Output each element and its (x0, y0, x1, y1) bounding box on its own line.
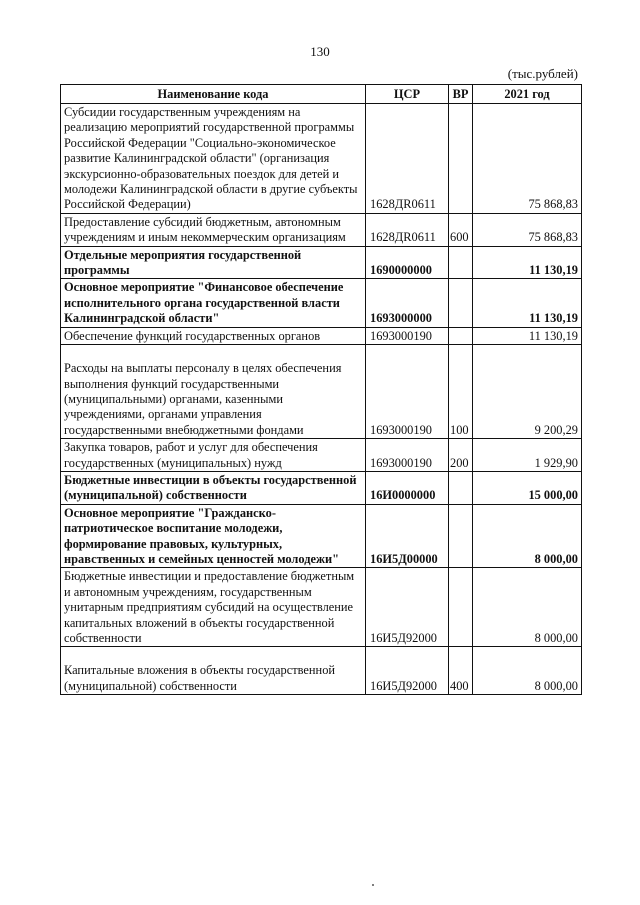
row-csr: 16И0000000 (366, 471, 449, 504)
table-row (61, 279, 582, 327)
row-vr (449, 327, 473, 344)
row-name: Отдельные мероприятия государственной программы (61, 246, 366, 279)
row-amount: 75 868,83 (473, 104, 582, 214)
budget-table (60, 84, 582, 695)
table-row (61, 439, 582, 472)
row-name: Основное мероприятие "Финансовое обеспечение исполнительного органа государственной власти Калининградской области" (61, 279, 366, 327)
row-csr: 16И5Д92000 (366, 647, 449, 695)
row-amount: 8 000,00 (473, 504, 582, 568)
row-vr: 100 (449, 345, 473, 439)
row-vr (449, 104, 473, 214)
row-amount: 8 000,00 (473, 568, 582, 647)
table-row (61, 327, 582, 344)
row-csr: 1628ДR0611 (366, 213, 449, 246)
row-amount: 1 929,90 (473, 439, 582, 472)
table-row (61, 568, 582, 647)
row-amount: 11 130,19 (473, 279, 582, 327)
row-csr: 1693000190 (366, 345, 449, 439)
row-name: Обеспечение функций государственных органов (61, 327, 366, 344)
row-name: Основное мероприятие "Гражданско-патриотическое воспитание молодежи, формирование правовых, культурных, нравственных и семейных ценностей молодежи" (61, 504, 366, 568)
table-row (61, 647, 582, 695)
page-number: 130 (310, 44, 330, 59)
row-amount: 11 130,19 (473, 246, 582, 279)
header-year: 2021 год (473, 85, 582, 104)
row-name: Субсидии государственным учреждениям на реализацию мероприятий государственной программы Российской Федерации "Социально-экономическое развитие Калининградской области" (организация экскурсионно-образовательных поездок для детей и молодежи Калининградской области в другие субъекты Российской Федерации) (61, 104, 366, 214)
row-amount: 11 130,19 (473, 327, 582, 344)
table-header-row (61, 85, 582, 104)
row-csr: 1690000000 (366, 246, 449, 279)
row-csr: 16И5Д00000 (366, 504, 449, 568)
row-amount: 9 200,29 (473, 345, 582, 439)
row-vr (449, 568, 473, 647)
row-vr (449, 504, 473, 568)
row-csr: 16И5Д92000 (366, 568, 449, 647)
header-csr: ЦСР (366, 85, 449, 104)
table-row (61, 471, 582, 504)
table-row (61, 504, 582, 568)
row-vr (449, 246, 473, 279)
row-csr: 1693000190 (366, 439, 449, 472)
row-csr: 1693000190 (366, 327, 449, 344)
table-row (61, 213, 582, 246)
table-row (61, 246, 582, 279)
row-name: Капитальные вложения в объекты государственной (муниципальной) собственности (61, 647, 366, 695)
row-csr: 1693000000 (366, 279, 449, 327)
row-amount: 8 000,00 (473, 647, 582, 695)
header-vr: ВР (449, 85, 473, 104)
header-name: Наименование кода (61, 85, 366, 104)
row-amount: 75 868,83 (473, 213, 582, 246)
row-vr: 600 (449, 213, 473, 246)
table-row (61, 104, 582, 214)
row-name: Бюджетные инвестиции и предоставление бюджетным и автономным учреждениям, государственным унитарным предприятиям субсидий на осуществление капитальных вложений в объекты государственной собственности (61, 568, 366, 647)
row-name: Расходы на выплаты персоналу в целях обеспечения выполнения функций государственными (муниципальными) органами, казенными учреждениями, органами управления государственными внебюджетными фондами (61, 345, 366, 439)
row-name: Предоставление субсидий бюджетным, автономным учреждениям и иным некоммерческим организациям (61, 213, 366, 246)
row-name: Бюджетные инвестиции в объекты государственной (муниципальной) собственности (61, 471, 366, 504)
table-row (61, 345, 582, 439)
row-vr: 200 (449, 439, 473, 472)
row-csr: 1628ДR0611 (366, 104, 449, 214)
row-name: Закупка товаров, работ и услуг для обеспечения государственных (муниципальных) нужд (61, 439, 366, 472)
unit-note: (тыс.рублей) (507, 66, 578, 81)
row-amount: 15 000,00 (473, 471, 582, 504)
row-vr (449, 279, 473, 327)
scan-speck (372, 884, 374, 886)
row-vr (449, 471, 473, 504)
row-vr: 400 (449, 647, 473, 695)
